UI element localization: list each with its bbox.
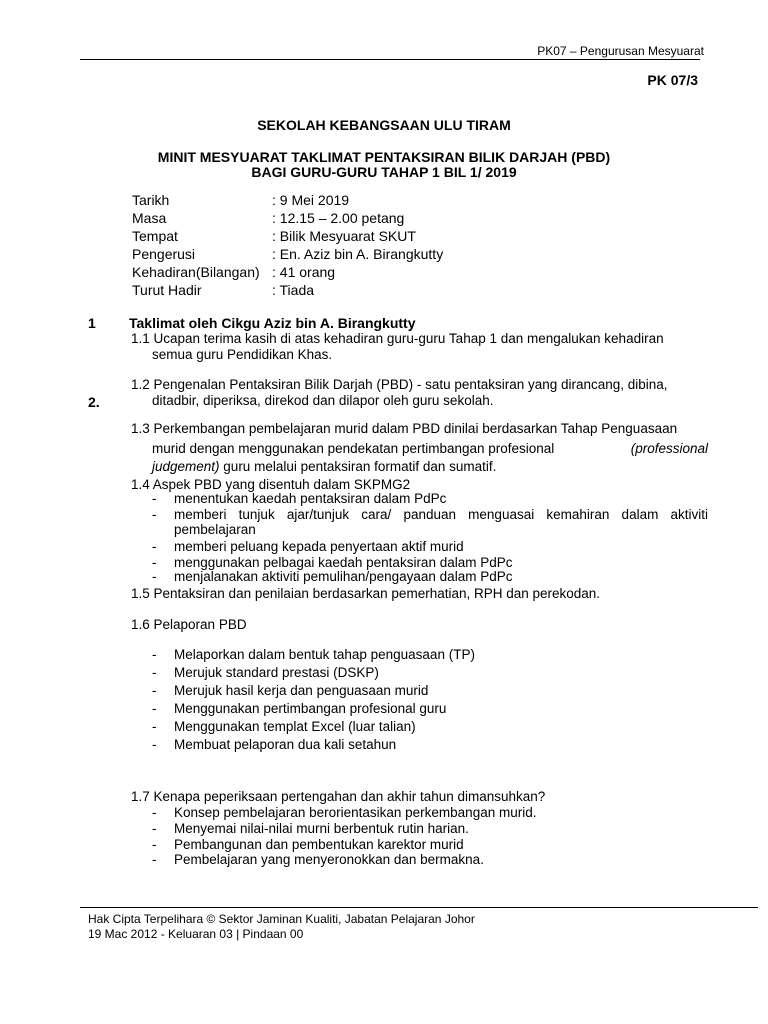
list-item-text: menentukan kaedah pentaksiran dalam PdPc (174, 491, 447, 506)
bullet-dash: - (152, 821, 157, 836)
info-value: : 9 Mei 2019 (272, 192, 350, 208)
list-item (152, 569, 512, 584)
info-label: Tarikh (132, 192, 170, 208)
section-2-number: 2. (88, 394, 100, 410)
item-1-2-line2: ditadbir, diperiksa, direkod dan dilapor oleh guru sekolah. (152, 393, 494, 408)
item-1-3-line3-italic: judgement) (152, 459, 220, 474)
item-1-1-line2: semua guru Pendidikan Khas. (152, 347, 333, 362)
info-value: : 12.15 – 2.00 petang (272, 210, 405, 226)
info-label: Tempat (132, 228, 178, 244)
list-item-text: Pembelajaran yang menyeronokkan dan bermakna. (174, 852, 484, 867)
list-item-text: Konsep pembelajaran berorientasikan perkembangan murid. (174, 805, 537, 820)
list-item-text: Merujuk hasil kerja dan penguasaan murid (174, 683, 429, 698)
list-item (152, 491, 446, 506)
bullet-dash: - (152, 555, 157, 570)
bullet-dash: - (152, 507, 157, 522)
bullet-dash: - (152, 737, 157, 752)
bullet-dash: - (152, 491, 157, 506)
list-item-text: Membuat pelaporan dua kali setahun (174, 737, 397, 752)
bullet-dash: - (152, 701, 157, 716)
bullet-dash: - (152, 665, 157, 680)
bullet-dash: - (152, 852, 157, 867)
item-1-5: 1.5 Pentaksiran dan penilaian berdasarkan pemerhatian, RPH dan perekodan. (131, 586, 601, 601)
document-code: PK07 – Pengurusan Mesyuarat (537, 44, 704, 58)
list-item-text: menggunakan pelbagai kaedah pentaksiran dalam PdPc (174, 555, 513, 570)
footer-copyright: Hak Cipta Terpelihara © Sektor Jaminan Kualiti, Jabatan Pelajaran Johor (88, 912, 475, 926)
list-item (152, 805, 536, 820)
item-1-1-line1: 1.1 Ucapan terima kasih di atas kehadiran guru-guru Tahap 1 dan mengalukan kehadiran (131, 331, 664, 346)
header-rule (80, 59, 700, 60)
info-value: : Tiada (272, 282, 315, 298)
footer-revision: 19 Mac 2012 - Keluaran 03 | Pindaan 00 (88, 927, 304, 941)
list-item-text: Menggunakan templat Excel (luar talian) (174, 719, 416, 734)
info-label: Masa (132, 210, 167, 226)
list-item-continuation: pembelajaran (174, 522, 256, 537)
list-item (152, 837, 464, 852)
school-title: SEKOLAH KEBANGSAAN ULU TIRAM (257, 117, 511, 133)
info-label: Kehadiran(Bilangan) (132, 264, 260, 280)
list-item-text: memberi tunjuk ajar/tunjuk cara/ panduan menguasai kemahiran dalam aktiviti (174, 507, 708, 522)
info-value: : Bilik Mesyuarat SKUT (272, 228, 416, 244)
section-1-title: Taklimat oleh Cikgu Aziz bin A. Birangkutty (129, 315, 416, 331)
list-item (152, 555, 513, 570)
bullet-dash: - (152, 719, 157, 734)
list-item (152, 647, 475, 662)
item-1-3-line3 (152, 459, 496, 474)
list-item-text: menjalanakan aktiviti pemulihan/pengayaan dalam PdPc (174, 569, 513, 584)
list-item (152, 701, 446, 716)
item-1-3-line1: 1.3 Perkembangan pembelajaran murid dalam PBD dinilai berdasarkan Tahap Penguasaan (131, 421, 678, 436)
list-item-text: Menggunakan pertimbangan profesional guru (174, 701, 447, 716)
list-item (152, 665, 379, 680)
item-1-3-line2-text: murid dengan menggunakan pendekatan pertimbangan profesional (152, 441, 555, 456)
bullet-dash: - (152, 805, 157, 820)
list-item (152, 719, 416, 734)
item-1-3-line3-text: guru melalui pentaksiran formatif dan sumatif. (219, 459, 497, 474)
bullet-dash: - (152, 569, 157, 584)
list-item (152, 852, 484, 867)
info-value: : En. Aziz bin A. Birangkutty (272, 246, 444, 262)
list-item-text: Merujuk standard prestasi (DSKP) (174, 665, 379, 680)
list-item (152, 539, 464, 554)
list-item (152, 821, 469, 836)
item-1-7-title: 1.7 Kenapa peperiksaan pertengahan dan akhir tahun dimansuhkan? (131, 789, 546, 804)
list-item-text: Melaporkan dalam bentuk tahap penguasaan (TP) (174, 647, 475, 662)
item-1-6-title: 1.6 Pelaporan PBD (131, 617, 247, 632)
bullet-dash: - (152, 539, 157, 554)
list-item-text: Pembangunan dan pembentukan karektor murid (174, 837, 464, 852)
list-item (152, 737, 396, 752)
bullet-dash: - (152, 647, 157, 662)
info-value: : 41 orang (272, 264, 336, 280)
info-label: Turut Hadir (132, 282, 202, 298)
list-item (152, 507, 708, 522)
item-1-2-line1: 1.2 Pengenalan Pentaksiran Bilik Darjah (PBD) - satu pentaksiran yang dirancang, dibina, (131, 377, 668, 392)
meeting-title-line1: MINIT MESYUARAT TAKLIMAT PENTAKSIRAN BILIK DARJAH (PBD) (157, 149, 611, 165)
footer-rule (80, 907, 758, 908)
item-1-4-title: 1.4 Aspek PBD yang disentuh dalam SKPMG2 (131, 477, 411, 492)
bullet-dash: - (152, 683, 157, 698)
form-number: PK 07/3 (647, 72, 698, 88)
section-1-number: 1 (88, 315, 96, 331)
info-label: Pengerusi (132, 246, 196, 262)
list-item-text: memberi peluang kepada penyertaan aktif murid (174, 539, 464, 554)
item-1-3-line2 (152, 441, 708, 456)
meeting-title-line2: BAGI GURU-GURU TAHAP 1 BIL 1/ 2019 (251, 164, 517, 180)
item-1-3-line2-italic: (professional (630, 441, 708, 456)
bullet-dash: - (152, 837, 157, 852)
list-item (152, 683, 428, 698)
list-item-text: Menyemai nilai-nilai murni berbentuk rutin harian. (174, 821, 469, 836)
